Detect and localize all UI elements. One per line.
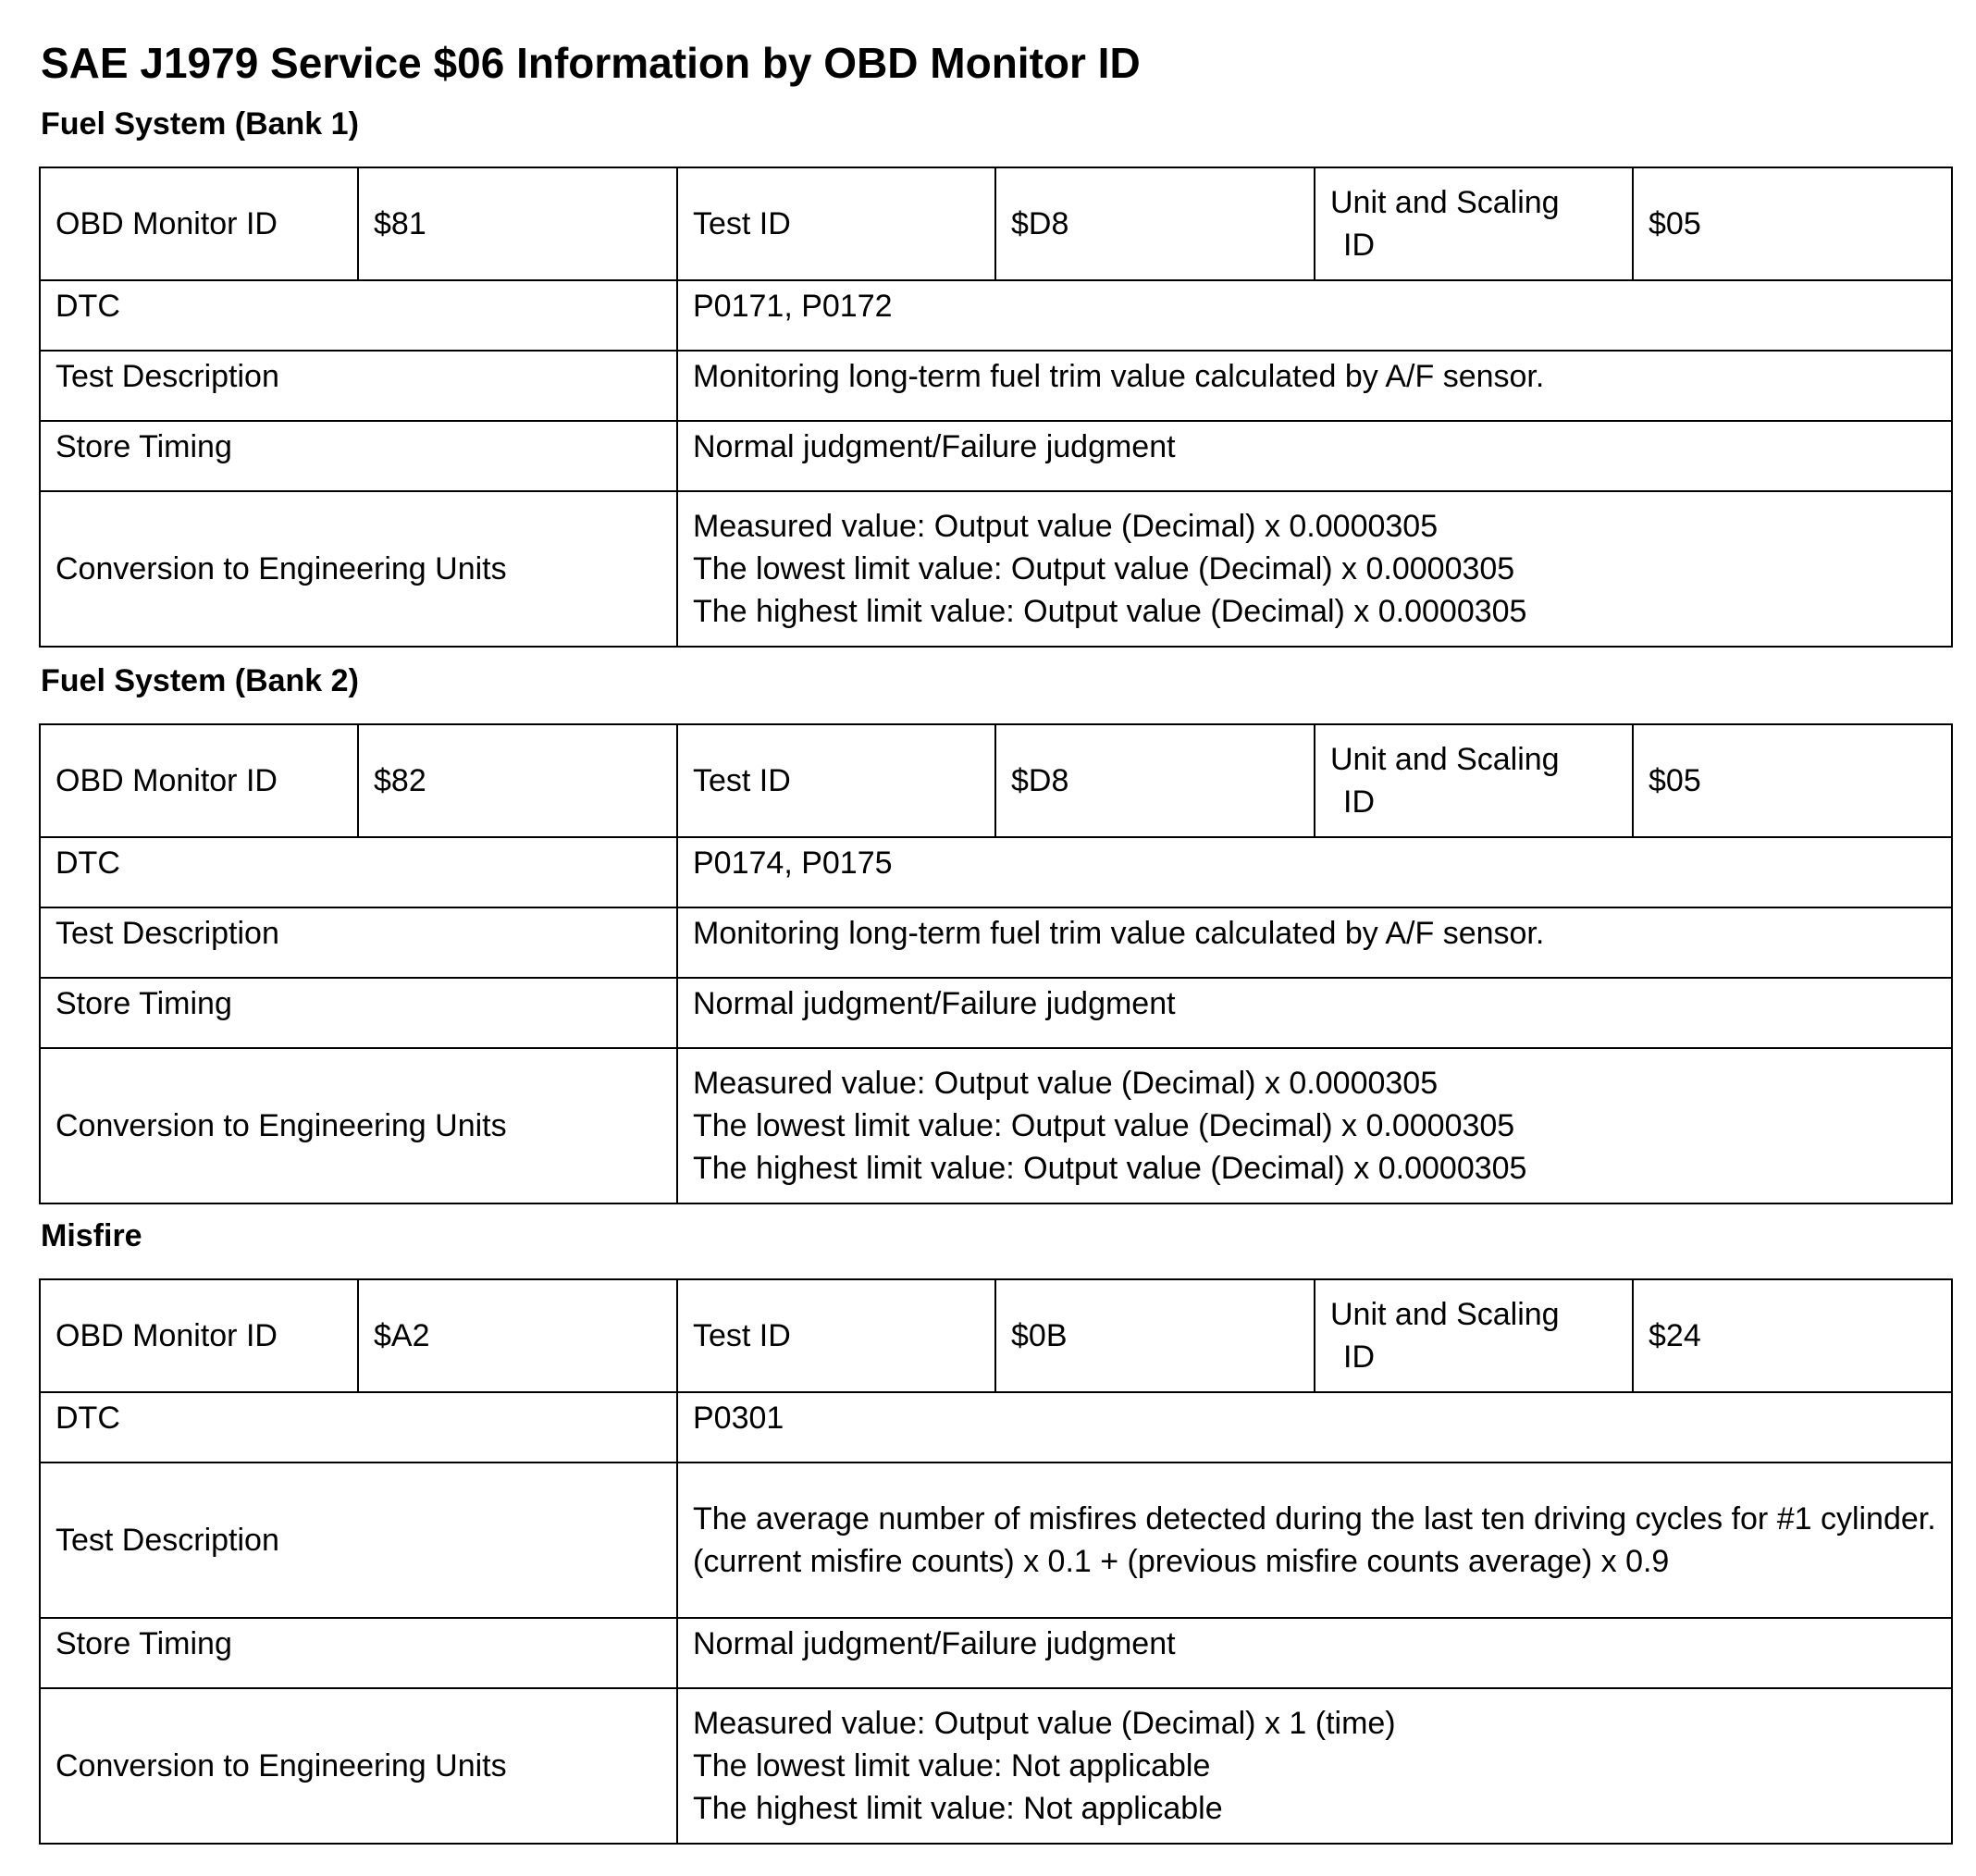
conversion-lowest-limit: The lowest limit value: Not applicable — [693, 1748, 1211, 1783]
value-test-description — [677, 907, 1952, 978]
conversion-highest-limit: The highest limit value: Output value (Decimal) x 0.0000305 — [693, 594, 1527, 629]
value-conversion — [677, 1048, 1952, 1203]
label-unit-scaling-id — [1315, 724, 1633, 837]
label-test-id: Test ID — [677, 724, 995, 837]
label-unit-scaling-line2: ID — [1343, 1339, 1375, 1375]
test-description-formula: (current misfire counts) x 0.1 + (previous misfire counts average) x 0.9 — [693, 1544, 1670, 1579]
label-conversion: Conversion to Engineering Units — [40, 1048, 677, 1203]
label-conversion: Conversion to Engineering Units — [40, 1688, 677, 1844]
conversion-measured-value: Measured value: Output value (Decimal) x 0.0000305 — [693, 509, 1439, 544]
test-description-line: Monitoring long-term fuel trim value calculated by A/F sensor. — [693, 916, 1545, 951]
conversion-measured-value: Measured value: Output value (Decimal) x 0.0000305 — [693, 1066, 1439, 1101]
value-unit-scaling-id: $24 — [1633, 1279, 1952, 1392]
label-conversion: Conversion to Engineering Units — [40, 491, 677, 647]
value-obd-monitor-id: $A2 — [358, 1279, 677, 1392]
label-unit-scaling-line1: Unit and Scaling — [1330, 185, 1560, 220]
value-test-description — [677, 1463, 1952, 1618]
value-test-id: $D8 — [995, 167, 1315, 280]
table-row-test-description — [40, 907, 1952, 978]
table-row-conversion — [40, 1688, 1952, 1844]
value-store-timing: Normal judgment/Failure judgment — [677, 421, 1952, 491]
value-store-timing: Normal judgment/Failure judgment — [677, 978, 1952, 1048]
table-row-store-timing — [40, 1618, 1952, 1688]
value-obd-monitor-id: $81 — [358, 167, 677, 280]
section-title-fuel-bank-2: Fuel System (Bank 2) — [41, 663, 359, 698]
label-unit-scaling-line2: ID — [1343, 228, 1375, 263]
label-unit-scaling-line1: Unit and Scaling — [1330, 742, 1560, 777]
table-row-conversion — [40, 1048, 1952, 1203]
table-row-ids — [40, 724, 1952, 837]
label-obd-monitor-id: OBD Monitor ID — [40, 724, 358, 837]
table-row-dtc — [40, 1392, 1952, 1463]
label-dtc: DTC — [40, 837, 677, 907]
value-test-id: $D8 — [995, 724, 1315, 837]
value-dtc: P0174, P0175 — [677, 837, 1952, 907]
label-unit-scaling-line2: ID — [1343, 784, 1375, 820]
label-store-timing: Store Timing — [40, 978, 677, 1048]
label-test-id: Test ID — [677, 1279, 995, 1392]
table-row-test-description — [40, 1463, 1952, 1618]
table-row-dtc — [40, 280, 1952, 351]
table-row-store-timing — [40, 978, 1952, 1048]
document-title: SAE J1979 Service $06 Information by OBD Monitor ID — [41, 39, 1141, 87]
label-unit-scaling-id — [1315, 1279, 1633, 1392]
table-row-conversion — [40, 491, 1952, 647]
table-fuel-bank-2 — [39, 723, 1953, 1204]
test-description-line: Monitoring long-term fuel trim value calculated by A/F sensor. — [693, 359, 1545, 394]
label-dtc: DTC — [40, 280, 677, 351]
label-test-description: Test Description — [40, 351, 677, 421]
table-row-ids — [40, 1279, 1952, 1392]
label-store-timing: Store Timing — [40, 1618, 677, 1688]
value-unit-scaling-id: $05 — [1633, 167, 1952, 280]
conversion-lowest-limit: The lowest limit value: Output value (Decimal) x 0.0000305 — [693, 551, 1515, 586]
label-store-timing: Store Timing — [40, 421, 677, 491]
label-obd-monitor-id: OBD Monitor ID — [40, 1279, 358, 1392]
value-test-id: $0B — [995, 1279, 1315, 1392]
value-obd-monitor-id: $82 — [358, 724, 677, 837]
table-row-store-timing — [40, 421, 1952, 491]
conversion-lowest-limit: The lowest limit value: Output value (Decimal) x 0.0000305 — [693, 1108, 1515, 1143]
conversion-highest-limit: The highest limit value: Output value (Decimal) x 0.0000305 — [693, 1151, 1527, 1186]
test-description-line: The average number of misfires detected during the last ten driving cycles for #1 cylinder. — [693, 1501, 1936, 1537]
section-title-misfire: Misfire — [41, 1218, 142, 1253]
value-test-description — [677, 351, 1952, 421]
value-dtc: P0301 — [677, 1392, 1952, 1463]
label-test-description: Test Description — [40, 1463, 677, 1618]
conversion-highest-limit: The highest limit value: Not applicable — [693, 1791, 1223, 1826]
label-obd-monitor-id: OBD Monitor ID — [40, 167, 358, 280]
table-row-dtc — [40, 837, 1952, 907]
conversion-measured-value: Measured value: Output value (Decimal) x 1 (time) — [693, 1706, 1396, 1741]
label-dtc: DTC — [40, 1392, 677, 1463]
value-unit-scaling-id: $05 — [1633, 724, 1952, 837]
value-conversion — [677, 491, 1952, 647]
label-unit-scaling-line1: Unit and Scaling — [1330, 1297, 1560, 1332]
value-conversion — [677, 1688, 1952, 1844]
table-fuel-bank-1 — [39, 167, 1953, 648]
table-misfire — [39, 1278, 1953, 1845]
table-row-ids — [40, 167, 1952, 280]
section-title-fuel-bank-1: Fuel System (Bank 1) — [41, 106, 359, 142]
label-test-id: Test ID — [677, 167, 995, 280]
value-dtc: P0171, P0172 — [677, 280, 1952, 351]
label-test-description: Test Description — [40, 907, 677, 978]
value-store-timing: Normal judgment/Failure judgment — [677, 1618, 1952, 1688]
table-row-test-description — [40, 351, 1952, 421]
label-unit-scaling-id — [1315, 167, 1633, 280]
